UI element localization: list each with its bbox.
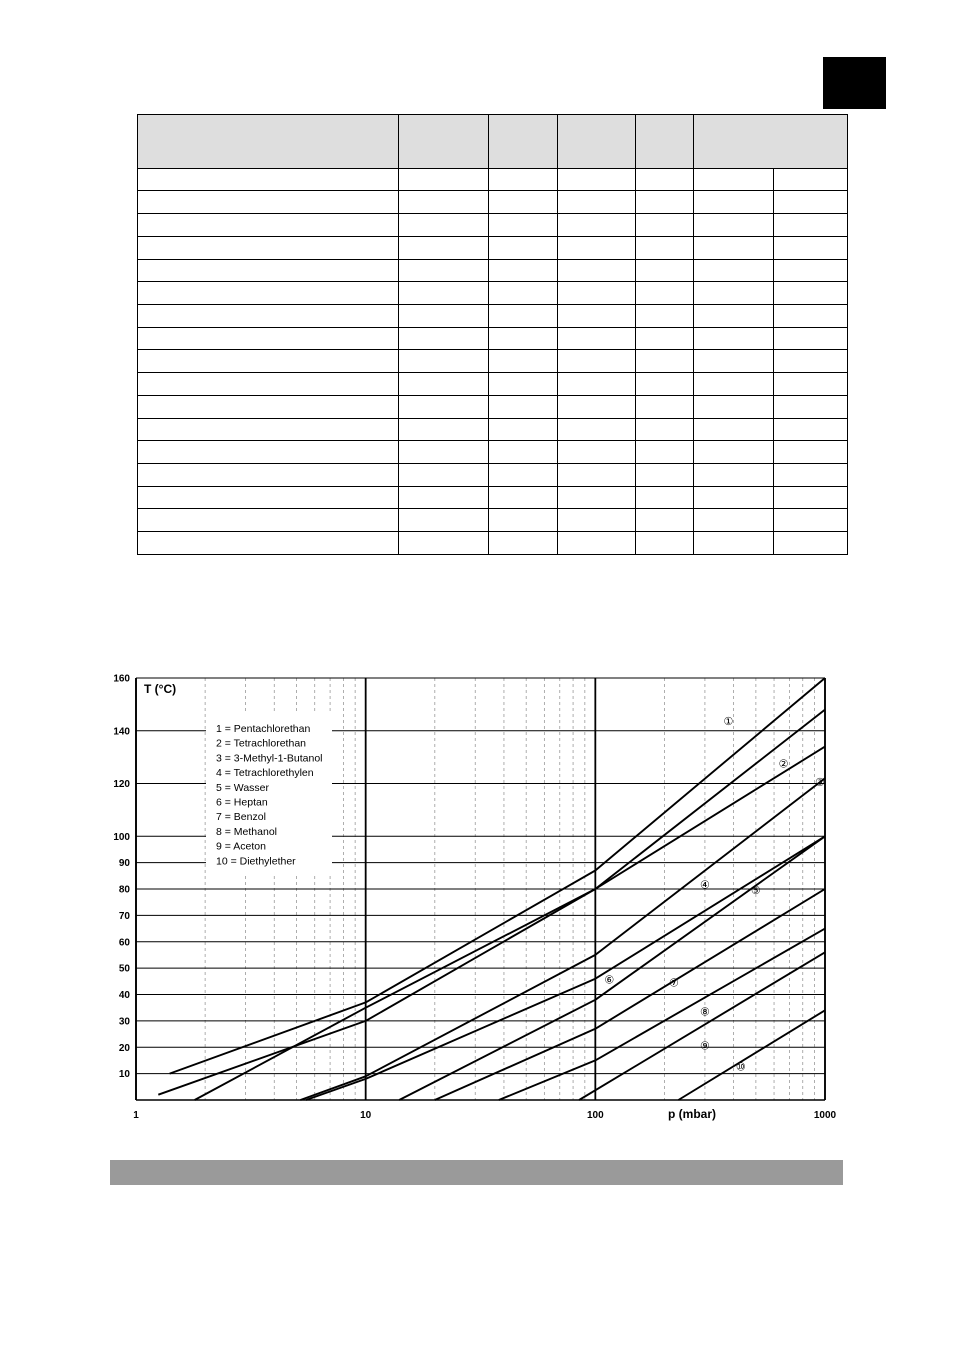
table-row: [138, 214, 848, 237]
table-cell: [558, 418, 636, 441]
curve-label-7: ⑦: [669, 977, 679, 990]
table-row: [138, 191, 848, 214]
table-cell: [138, 532, 399, 555]
table-cell: [138, 214, 399, 237]
table-cell: [489, 509, 558, 532]
table-cell: [489, 350, 558, 373]
y-axis-title: T (°C): [144, 682, 177, 696]
x-axis-title: p (mbar): [668, 1107, 716, 1121]
table-cell: [694, 418, 774, 441]
table-cell: [558, 236, 636, 259]
table-cell: [694, 486, 774, 509]
table-header-row: [138, 115, 848, 169]
table-row: [138, 327, 848, 350]
table-cell: [694, 168, 774, 191]
curve-label-6: ⑥: [604, 974, 615, 987]
y-tick-label: 50: [118, 963, 130, 975]
x-tick-label: 10: [360, 1110, 372, 1121]
legend-entry: 3 = 3-Methyl-1-Butanol: [216, 752, 323, 765]
curve-label-4: ④: [699, 879, 710, 892]
y-tick-label: 70: [118, 910, 130, 922]
table-cell: [636, 305, 694, 328]
y-tick-label: 90: [118, 858, 130, 870]
table-cell: [138, 168, 399, 191]
table-cell: [694, 327, 774, 350]
table-cell: [399, 350, 489, 373]
table-cell: [558, 532, 636, 555]
table-cell: [694, 441, 774, 464]
table-cell: [636, 509, 694, 532]
table-cell: [399, 282, 489, 305]
table-cell: [558, 464, 636, 487]
curve-label-9: ⑨: [699, 1040, 710, 1053]
table-cell: [774, 486, 848, 509]
table-cell: [138, 259, 399, 282]
table-cell: [694, 236, 774, 259]
table-header-cell: [138, 115, 399, 169]
table-cell: [138, 509, 399, 532]
table-cell: [636, 236, 694, 259]
table-row: [138, 305, 848, 328]
table-row: [138, 532, 848, 555]
table-row: [138, 395, 848, 418]
table-row: [138, 259, 848, 282]
legend-entry: 6 = Heptan: [216, 796, 268, 809]
table-cell: [489, 305, 558, 328]
table-cell: [774, 509, 848, 532]
table-cell: [694, 214, 774, 237]
curve-label-10: ⑩: [735, 1061, 746, 1074]
table-cell: [774, 327, 848, 350]
table-cell: [399, 191, 489, 214]
table-cell: [489, 214, 558, 237]
curve-label-3: ③: [814, 776, 825, 789]
table-header-cell: [636, 115, 694, 169]
table-cell: [558, 168, 636, 191]
table-row: [138, 168, 848, 191]
table-cell: [636, 395, 694, 418]
table-cell: [558, 509, 636, 532]
table-cell: [774, 305, 848, 328]
table-cell: [636, 191, 694, 214]
table-cell: [399, 373, 489, 396]
table-cell: [774, 168, 848, 191]
table-cell: [489, 464, 558, 487]
table-cell: [694, 464, 774, 487]
table-cell: [138, 236, 399, 259]
curve-label-5: ⑤: [750, 885, 761, 897]
table-header-cell: [399, 115, 489, 169]
table-cell: [138, 441, 399, 464]
table-cell: [138, 464, 399, 487]
table-cell: [558, 327, 636, 350]
table-cell: [138, 395, 399, 418]
x-tick-label: 1000: [813, 1110, 837, 1121]
table-cell: [489, 486, 558, 509]
table-cell: [694, 191, 774, 214]
footer-bar: [110, 1160, 843, 1185]
table-cell: [694, 373, 774, 396]
table-cell: [558, 350, 636, 373]
curve-label-8: ⑧: [699, 1006, 710, 1019]
table-cell: [558, 282, 636, 305]
table-cell: [138, 282, 399, 305]
table-cell: [636, 327, 694, 350]
table-cell: [399, 441, 489, 464]
curve-label-2: ②: [778, 758, 789, 771]
series-line-8: [499, 929, 825, 1100]
table-cell: [694, 532, 774, 555]
table-cell: [489, 327, 558, 350]
table-cell: [558, 373, 636, 396]
table-row: [138, 350, 848, 373]
y-tick-label: 160: [113, 673, 130, 685]
table-cell: [489, 532, 558, 555]
y-tick-label: 60: [118, 937, 130, 949]
table-cell: [558, 191, 636, 214]
legend-entry: 9 = Aceton: [216, 840, 266, 853]
x-tick-label: 1: [133, 1110, 139, 1121]
table-cell: [694, 395, 774, 418]
y-tick-label: 100: [113, 831, 130, 843]
table-row: [138, 282, 848, 305]
y-tick-label: 30: [118, 1016, 130, 1028]
table-cell: [489, 168, 558, 191]
legend-entry: 8 = Methanol: [216, 825, 278, 838]
table-cell: [399, 418, 489, 441]
table-cell: [774, 532, 848, 555]
legend-entry: 1 = Pentachlorethan: [216, 723, 311, 735]
table-row: [138, 464, 848, 487]
table-cell: [558, 441, 636, 464]
table-cell: [489, 282, 558, 305]
table-cell: [138, 327, 399, 350]
table-cell: [636, 418, 694, 441]
page-tab-marker: [823, 57, 886, 109]
table-header-cell: [558, 115, 636, 169]
chart-legend: [206, 714, 332, 876]
table-cell: [636, 532, 694, 555]
table-cell: [399, 168, 489, 191]
legend-entry: 10 = Diethylether: [216, 855, 296, 868]
table-row: [138, 373, 848, 396]
table-cell: [489, 418, 558, 441]
table-cell: [636, 259, 694, 282]
table-row: [138, 236, 848, 259]
table-cell: [489, 236, 558, 259]
table-cell: [399, 327, 489, 350]
table-cell: [558, 259, 636, 282]
legend-entry: 4 = Tetrachlorethylen: [216, 767, 314, 780]
table-cell: [774, 418, 848, 441]
table-cell: [138, 305, 399, 328]
table-cell: [489, 373, 558, 396]
legend-entry: 2 = Tetrachlorethan: [216, 737, 306, 750]
table-cell: [774, 373, 848, 396]
table-cell: [774, 350, 848, 373]
y-tick-label: 120: [113, 779, 130, 790]
table-cell: [489, 191, 558, 214]
table-cell: [399, 259, 489, 282]
table-cell: [138, 373, 399, 396]
table-cell: [774, 395, 848, 418]
table-cell: [774, 441, 848, 464]
table-cell: [399, 236, 489, 259]
table-cell: [558, 214, 636, 237]
table-cell: [774, 214, 848, 237]
table-cell: [694, 305, 774, 328]
table-cell: [774, 282, 848, 305]
table-cell: [399, 532, 489, 555]
table-cell: [636, 350, 694, 373]
table-cell: [774, 464, 848, 487]
vapor-pressure-chart: [100, 668, 840, 1130]
table-header-cell: [694, 115, 848, 169]
y-tick-label: 10: [118, 1069, 130, 1081]
table-cell: [489, 441, 558, 464]
legend-entry: 7 = Benzol: [216, 811, 266, 824]
table-row: [138, 486, 848, 509]
x-tick-label: 100: [586, 1110, 604, 1121]
table-cell: [774, 236, 848, 259]
table-cell: [399, 305, 489, 328]
table-cell: [489, 259, 558, 282]
table-cell: [399, 486, 489, 509]
table-cell: [636, 373, 694, 396]
legend-entry: 5 = Wasser: [216, 781, 270, 794]
table-cell: [636, 168, 694, 191]
table-cell: [399, 509, 489, 532]
table-cell: [138, 418, 399, 441]
series-line-4: [300, 778, 825, 1100]
table-row: [138, 441, 848, 464]
table-cell: [694, 282, 774, 305]
table-row: [138, 418, 848, 441]
table-cell: [399, 464, 489, 487]
table-cell: [694, 259, 774, 282]
table-cell: [694, 350, 774, 373]
table-cell: [489, 395, 558, 418]
table-cell: [774, 191, 848, 214]
table-cell: [636, 464, 694, 487]
table-cell: [636, 214, 694, 237]
table-cell: [558, 486, 636, 509]
table-cell: [558, 305, 636, 328]
table-cell: [138, 350, 399, 373]
y-tick-label: 140: [113, 726, 130, 738]
series-line-9: [579, 952, 825, 1100]
table-cell: [138, 486, 399, 509]
y-tick-label: 20: [118, 1042, 130, 1054]
curve-label-1: ①: [723, 716, 734, 729]
table-cell: [636, 441, 694, 464]
table-header-cell: [489, 115, 558, 169]
table-cell: [399, 214, 489, 237]
table-cell: [399, 395, 489, 418]
data-table: [137, 114, 848, 555]
table-cell: [774, 259, 848, 282]
y-tick-label: 40: [118, 990, 130, 1001]
y-tick-label: 80: [118, 884, 130, 896]
table-cell: [138, 191, 399, 214]
table-cell: [694, 509, 774, 532]
table-cell: [636, 486, 694, 509]
table-cell: [558, 395, 636, 418]
table-row: [138, 509, 848, 532]
table-cell: [636, 282, 694, 305]
